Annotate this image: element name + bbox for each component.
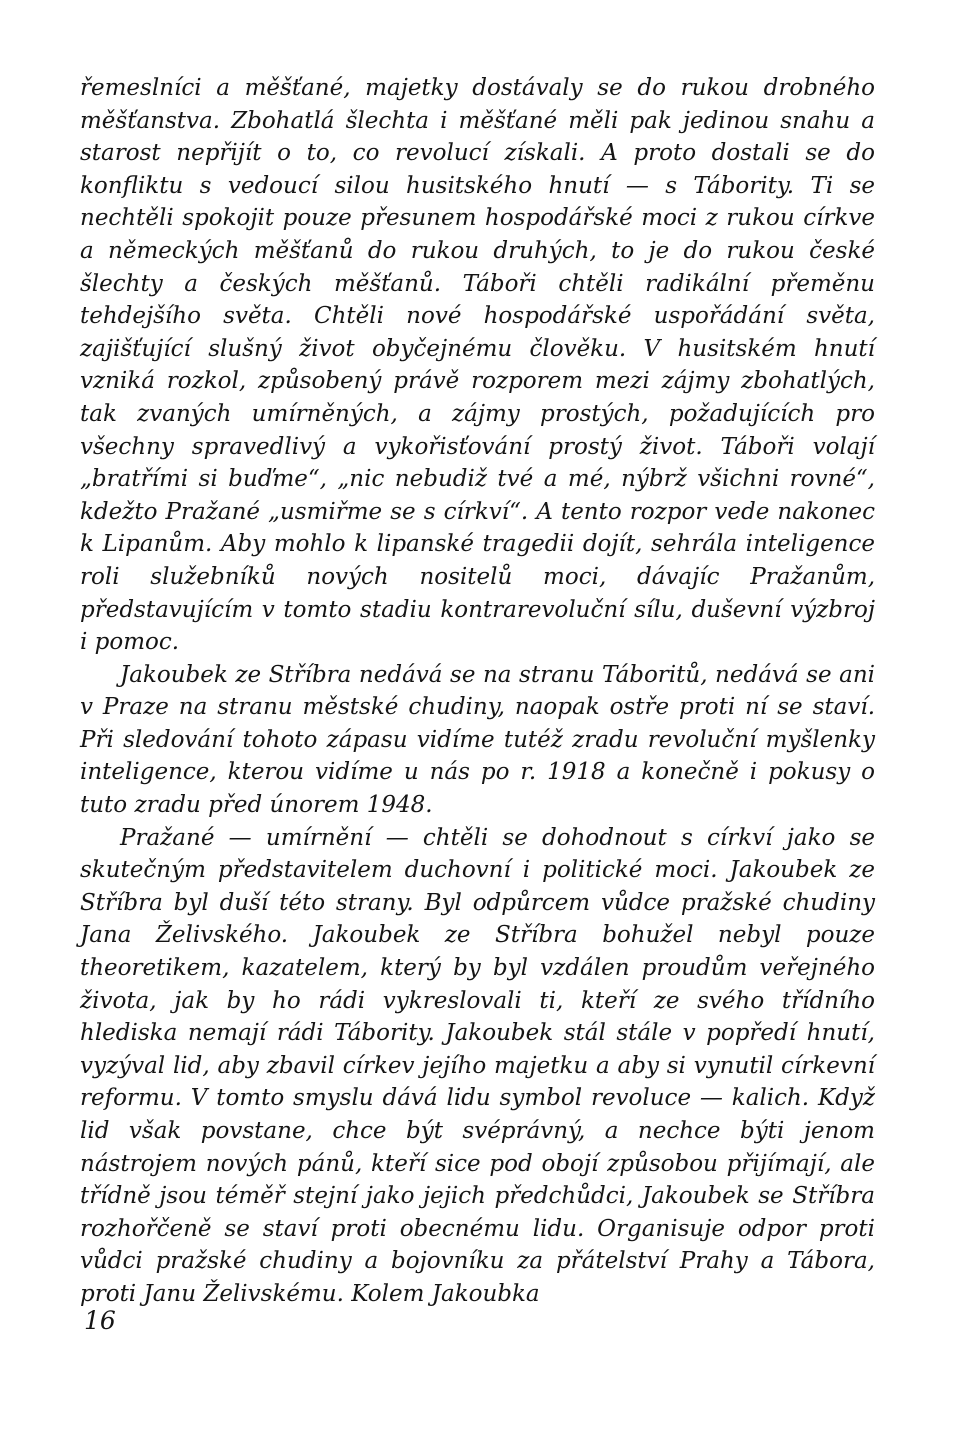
paragraph-1: řemeslníci a měšťané, majetky dostávaly se do rukou drobného měšťanstva. Zbohatlá šlechta i měšťané měli pak jedinou snahu a starost nepřijít o to, co revolucí získali. A proto dostali se do konfliktu s vedoucí silou husitského hnutí — s Tábority. Ti se nechtěli spokojit pouze přesunem hospodářské moci z rukou církve a německých měšťanů do rukou druhých, to je do rukou české šlechty a českých měšťanů. Táboři chtěli radikální přeměnu tehdejšího světa. Chtěli nové hospodářské uspořádání světa, zajišťující slušný život obyčejnému člověku. V husitském hnutí vzniká rozkol, způsobený právě rozporem mezi zájmy zbohatlých, tak zvaných umírněných, a zájmy prostých, požadujících pro všechny spravedlivý a vykořisťování prostý život. Táboři volají „bratřími si buďme“, „nic nebudiž tvé a mé, nýbrž všichni rovné“, kdežto Pražané „usmiřme se s církví“. A tento rozpor vede nakonec k Lipanům. Aby mohlo k lipanské tragedii dojít, sehrála inteligence roli služebníků nových nositelů moci, dávajíc Pražanům, představujícím v tomto stadiu kontrarevoluční sílu, duševní výzbroj i pomoc. — [80, 75, 875, 656]
paragraph-3: Pražané — umírnění — chtěli se dohodnout s církví jako se skutečným představitelem duchovní i politické moci. Jakoubek ze Stříbra byl duší této strany. Byl odpůrcem vůdce pražské chudiny Jana Želivského. Jakoubek ze Stříbra bohužel nebyl pouze theoretikem, kazatelem, který by byl vzdálen proudům veřejného života, jak by ho rádi vykreslovali ti, kteří ze svého třídního hlediska nemají rádi Tábority. Jakoubek stál stále v popředí hnutí, vyzýval lid, aby zbavil církev jejího majetku a aby si vynutil církevní reformu. V tomto smyslu dává lidu symbol revoluce — kalich. Když lid však povstane, chce být svéprávný, a nechce býti jenom nástrojem nových pánů, kteří sice pod obojí způsobou přijímají, ale třídně jsou téměř stejní jako jejich předchůdci, Jakoubek se Stříbra rozhořčeně se staví proti obecnému lidu. Organisuje odpor proti vůdci pražské chudiny a bojovníku za přátelství Prahy a Tábora, proti Janu Želivskému. Kolem Jakoubka — [80, 824, 875, 1307]
page-number: 16 — [84, 1306, 116, 1335]
page-body — [80, 72, 875, 1311]
paragraph-2: Jakoubek ze Stříbra nedává se na stranu Táboritů, nedává se ani v Praze na stranu městské chudiny, naopak ostře proti ní se staví. Při sledování tohoto zápasu vidíme tutéž zradu revoluční myšlenky inteligence, kterou vidíme u nás po r. 1918 a konečně i pokusy o tuto zradu před únorem 1948. — [80, 661, 875, 819]
